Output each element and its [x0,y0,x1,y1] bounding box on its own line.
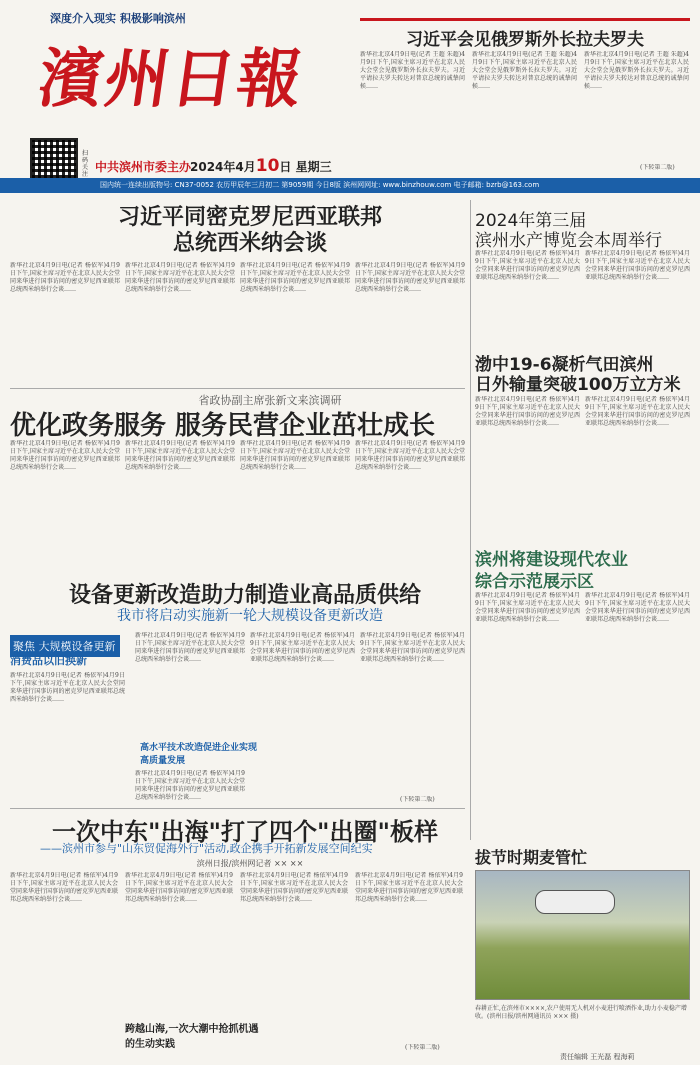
section-divider [10,388,465,389]
expo-headline-line2[interactable]: 滨州水产博览会本周举行 [475,231,662,251]
bottom-byline: 滨州日报/滨州网记者 ×× ×× [196,859,304,868]
expo-headline-line1[interactable]: 2024年第三届 [475,211,587,231]
main-body-col3: 新华社北京4月9日电(记者 杨依军)4月9日下午,国家主席习近平在北京人民大会堂同来华进行国事访问的密克罗尼西亚联邦总统西米纳举行会谈…… [240,262,350,293]
top-story-body-col3: 新华社北京4月9日电(记者 王超 朱超)4月9日下午,国家主席习近平在北京人民大会堂会见俄罗斯外长拉夫罗夫。习近平请拉夫罗夫转达对普京总统的诚挚问候…… [584,51,689,90]
equipment-side-label: 聚焦 大规模设备更新 [10,635,120,657]
photo-caption: 春耕正忙,在滨州市××××,农户使用无人机对小麦进行喷洒作业,助力小麦稳产增收。(滨州日报/滨州网通讯员 ××× 摄) [475,1005,687,1020]
top-story-tail: (下转第二版) [640,164,675,171]
date-day: 10 [255,156,280,176]
expo-body-col1: 新华社北京4月9日电(记者 杨依军)4月9日下午,国家主席习近平在北京人民大会堂同来华进行国事访问的密克罗尼西亚联邦总统西米纳举行会谈…… [475,250,580,281]
agri-park-headline-line1[interactable]: 滨州将建设现代农业 [475,550,628,570]
qr-label: 扫码关注 [82,150,89,178]
date-prefix: 2024年4月 [190,160,256,174]
equipment-headline[interactable]: 设备更新改造助力制造业高品质供给 [68,583,421,608]
newspaper-logo: 濱州日報 [33,42,309,117]
agri-park-body-col1: 新华社北京4月9日电(记者 杨依军)4月9日下午,国家主席习近平在北京人民大会堂同来华进行国事访问的密克罗尼西亚联邦总统西米纳举行会谈…… [475,592,580,623]
main-headline-line1[interactable]: 习近平同密克罗尼西亚联邦 [117,205,382,230]
drone-icon [535,890,615,914]
equipment-subhead: 我市将启动实施新一轮大规模设备更新改造 [117,608,383,624]
expo-body-col2: 新华社北京4月9日电(记者 杨依军)4月9日下午,国家主席习近平在北京人民大会堂同来华进行国事访问的密克罗尼西亚联邦总统西米纳举行会谈…… [585,250,690,281]
column-divider [470,200,471,840]
info-bar: 国内统一连续出版物号: CN37-0052 农历甲辰年三月初二 第9059期 今日8版 滨州网网址: www.binzhouw.com 电子邮箱: bzrb@163.com [0,178,700,193]
bottom-body-col1: 新华社北京4月9日电(记者 杨依军)4月9日下午,国家主席习近平在北京人民大会堂同来华进行国事访问的密克罗尼西亚联邦总统西米纳举行会谈…… [10,872,118,903]
top-story-title[interactable]: 习近平会见俄罗斯外长拉夫罗夫 [406,30,644,50]
bottom-body-col4: 新华社北京4月9日电(记者 杨依军)4月9日下午,国家主席习近平在北京人民大会堂同来华进行国事访问的密克罗尼西亚联邦总统西米纳举行会谈…… [355,872,463,903]
gasfield-body-col2: 新华社北京4月9日电(记者 杨依军)4月9日下午,国家主席习近平在北京人民大会堂同来华进行国事访问的密克罗尼西亚联邦总统西米纳举行会谈…… [585,396,690,427]
equipment-body-col2: 新华社北京4月9日电(记者 杨依军)4月9日下午,国家主席习近平在北京人民大会堂同来华进行国事访问的密克罗尼西亚联邦总统西米纳举行会谈…… [135,632,245,663]
main-headline-line2[interactable]: 总统西米纳会谈 [172,231,327,256]
bottom-body-col2: 新华社北京4月9日电(记者 杨依军)4月9日下午,国家主席习近平在北京人民大会堂同来华进行国事访问的密克罗尼西亚联邦总统西米纳举行会谈…… [125,872,233,903]
bottom-body-col3: 新华社北京4月9日电(记者 杨依军)4月9日下午,国家主席习近平在北京人民大会堂同来华进行国事访问的密克罗尼西亚联邦总统西米纳举行会谈…… [240,872,348,903]
equipment-tail: (下转第二版) [400,796,435,803]
equipment-body-col3: 新华社北京4月9日电(记者 杨依军)4月9日下午,国家主席习近平在北京人民大会堂同来华进行国事访问的密克罗尼西亚联邦总统西米纳举行会谈…… [250,632,355,663]
wheat-photo-headline[interactable]: 拔节时期麦管忙 [475,848,588,867]
equipment-body-col2b: 新华社北京4月9日电(记者 杨依军)4月9日下午,国家主席习近平在北京人民大会堂同来华进行国事访问的密克罗尼西亚联邦总统西米纳举行会谈…… [135,770,245,801]
section-divider-bottom [10,808,465,809]
masthead-slogan: 深度介入现实 积极影响滨州 [50,12,186,25]
agri-park-headline-line2[interactable]: 综合示范展示区 [475,572,594,592]
editors-credit: 责任编辑 王光磊 程海莉 [560,1053,635,1061]
sponsor-line: 中共滨州市委主办 [95,160,192,174]
main-body-col1: 新华社北京4月9日电(记者 杨依军)4月9日下午,国家主席习近平在北京人民大会堂同来华进行国事访问的密克罗尼西亚联邦总统西米纳举行会谈…… [10,262,120,293]
gasfield-headline-line1[interactable]: 渤中19-6凝析气田滨州 [475,355,654,375]
middle-body-col2: 新华社北京4月9日电(记者 杨依军)4月9日下午,国家主席习近平在北京人民大会堂同来华进行国事访问的密克罗尼西亚联邦总统西米纳举行会谈…… [125,440,235,471]
date-suffix: 日 星期三 [279,160,332,174]
top-story-box [360,18,690,173]
main-body-col2: 新华社北京4月9日电(记者 杨依军)4月9日下午,国家主席习近平在北京人民大会堂同来华进行国事访问的密克罗尼西亚联邦总统西米纳举行会谈…… [125,262,235,293]
equipment-body-col4: 新华社北京4月9日电(记者 杨依军)4月9日下午,国家主席习近平在北京人民大会堂同来华进行国事访问的密克罗尼西亚联邦总统西米纳举行会谈…… [360,632,465,663]
bottom-tail: (下转第二版) [405,1044,440,1051]
gasfield-headline-line2[interactable]: 日外输量突破100万立方米 [475,375,681,395]
issue-date [190,156,332,176]
bottom-subhead: ——滨州市参与"山东贸促海外行"活动,政企携手开拓新发展空间纪实 [40,842,373,855]
middle-kicker: 省政协副主席张新文来滨调研 [198,394,342,407]
equipment-side-label2: 消费品以旧换新 [10,654,87,667]
bottom-inner-headline: 跨越山海,一次大潮中抢抓机遇的生动实践 [125,1024,259,1050]
agri-park-body-col2: 新华社北京4月9日电(记者 杨依军)4月9日下午,国家主席习近平在北京人民大会堂同来华进行国事访问的密克罗尼西亚联邦总统西米纳举行会谈…… [585,592,690,623]
equipment-inner-headline: 高水平技术改造促进企业实现高质量发展 [140,743,258,766]
equipment-body-col1: 新华社北京4月9日电(记者 杨依军)4月9日下午,国家主席习近平在北京人民大会堂同来华进行国事访问的密克罗尼西亚联邦总统西米纳举行会谈…… [10,672,125,703]
top-story-body-col2: 新华社北京4月9日电(记者 王超 朱超)4月9日下午,国家主席习近平在北京人民大会堂会见俄罗斯外长拉夫罗夫。习近平请拉夫罗夫转达对普京总统的诚挚问候…… [472,51,577,90]
middle-body-col3: 新华社北京4月9日电(记者 杨依军)4月9日下午,国家主席习近平在北京人民大会堂同来华进行国事访问的密克罗尼西亚联邦总统西米纳举行会谈…… [240,440,350,471]
middle-headline[interactable]: 优化政务服务 服务民营企业茁壮成长 [10,411,436,441]
middle-body-col1: 新华社北京4月9日电(记者 杨依军)4月9日下午,国家主席习近平在北京人民大会堂同来华进行国事访问的密克罗尼西亚联邦总统西米纳举行会谈…… [10,440,120,471]
top-story-body-col1: 新华社北京4月9日电(记者 王超 朱超)4月9日下午,国家主席习近平在北京人民大会堂会见俄罗斯外长拉夫罗夫。习近平请拉夫罗夫转达对普京总统的诚挚问候…… [360,51,465,90]
middle-body-col4: 新华社北京4月9日电(记者 杨依军)4月9日下午,国家主席习近平在北京人民大会堂同来华进行国事访问的密克罗尼西亚联邦总统西米纳举行会谈…… [355,440,465,471]
bottom-headline[interactable]: 一次中东"出海"打了四个"出圈"板样 [51,818,438,846]
main-body-col4: 新华社北京4月9日电(记者 杨依军)4月9日下午,国家主席习近平在北京人民大会堂同来华进行国事访问的密克罗尼西亚联邦总统西米纳举行会谈…… [355,262,465,293]
gasfield-body-col1: 新华社北京4月9日电(记者 杨依军)4月9日下午,国家主席习近平在北京人民大会堂同来华进行国事访问的密克罗尼西亚联邦总统西米纳举行会谈…… [475,396,580,427]
